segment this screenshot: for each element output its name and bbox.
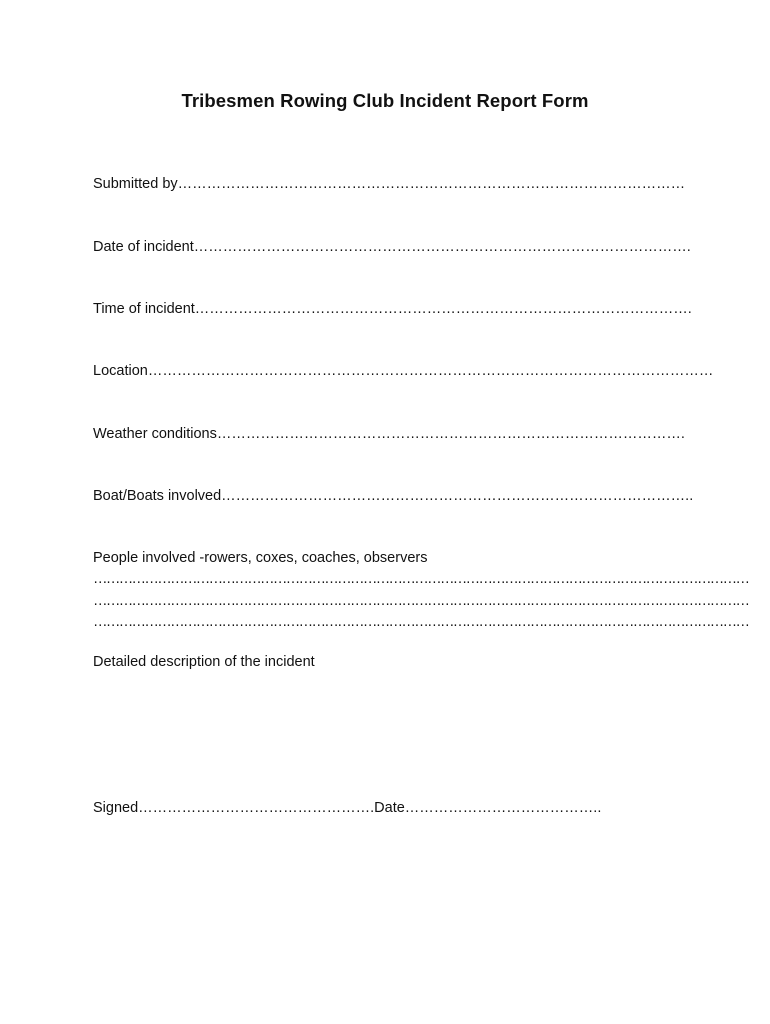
weather-conditions-field: Weather conditions……………………………………………………………………………………. [93,426,685,442]
date-of-incident-field: Date of incident…………………………………………………………………………………………. [93,239,691,255]
time-of-incident-field: Time of incident…………………………………………………………………………………………. [93,301,692,317]
location-field: Location……………………………………………………………………………………………………… [93,363,714,379]
signed-date-field: Signed………………………………………….Date………………………………….. [93,800,602,816]
people-involved-line-1: ……………………………………………………………………………………………………………………………………… [93,571,749,587]
boats-involved-field: Boat/Boats involved…………………………………………………………………………………….. [93,488,694,504]
people-involved-line-3: ……………………………………………………………………………………………………………………………………… [93,614,749,630]
submitted-by-field: Submitted by…………………………………………………………………………………………… [93,176,686,192]
form-title: Tribesmen Rowing Club Incident Report Form [181,90,589,111]
description-label: Detailed description of the incident [93,654,315,670]
people-involved-line-2: ……………………………………………………………………………………………………………………………………… [93,593,749,609]
people-involved-label: People involved -rowers, coxes, coaches, observers [93,550,428,566]
